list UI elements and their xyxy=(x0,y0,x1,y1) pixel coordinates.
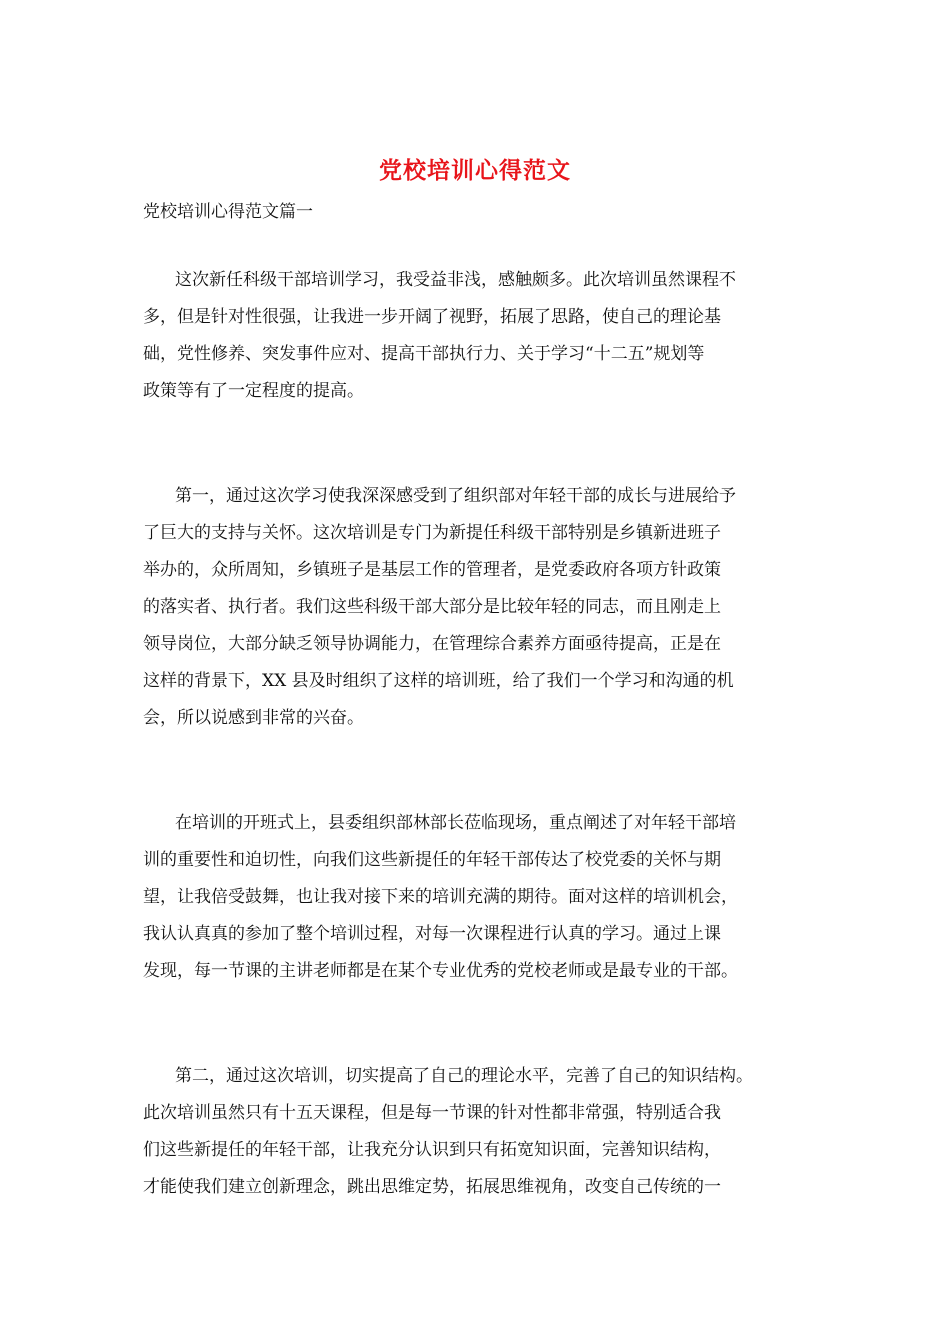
paragraph-line: 政策等有了一定程度的提高。 xyxy=(143,381,364,401)
paragraph-line: 多，但是针对性很强，让我进一步开阔了视野，拓展了思路，使自己的理论基 xyxy=(143,307,721,327)
paragraph-line: 举办的，众所周知，乡镇班子是基层工作的管理者，是党委政府各项方针政策 xyxy=(143,560,721,580)
paragraph-line: 我认认真真的参加了整个培训过程，对每一次课程进行认真的学习。通过上课 xyxy=(143,924,721,944)
paragraph-line: 训的重要性和迫切性，向我们这些新提任的年轻干部传达了校党委的关怀与期 xyxy=(143,850,721,870)
paragraph-line: 才能使我们建立创新理念，跳出思维定势，拓展思维视角，改变自己传统的一 xyxy=(143,1177,721,1197)
paragraph-line: 在培训的开班式上，县委组织部林部长莅临现场，重点阐述了对年轻干部培 xyxy=(175,813,736,833)
paragraph-line: 望，让我倍受鼓舞，也让我对接下来的培训充满的期待。面对这样的培训机会， xyxy=(143,887,738,907)
document-subtitle: 党校培训心得范文篇一 xyxy=(143,202,313,222)
paragraph-line: 领导岗位，大部分缺乏领导协调能力，在管理综合素养方面亟待提高，正是在 xyxy=(143,634,721,654)
paragraph-line: 础，党性修养、突发事件应对、提高干部执行力、关于学习“十二五”规划等 xyxy=(143,344,705,364)
paragraph-line: 们这些新提任的年轻干部，让我充分认识到只有拓宽知识面，完善知识结构， xyxy=(143,1140,721,1160)
paragraph-line: 这次新任科级干部培训学习，我受益非浅，感触颇多。此次培训虽然课程不 xyxy=(175,270,736,290)
paragraph-line: 这样的背景下，XX 县及时组织了这样的培训班，给了我们一个学习和沟通的机 xyxy=(143,671,734,691)
paragraph-line: 发现，每一节课的主讲老师都是在某个专业优秀的党校老师或是最专业的干部。 xyxy=(143,961,738,981)
document-title: 党校培训心得范文 xyxy=(379,157,571,184)
paragraph-line: 第二，通过这次培训，切实提高了自己的理论水平，完善了自己的知识结构。 xyxy=(175,1066,753,1086)
paragraph-line: 会，所以说感到非常的兴奋。 xyxy=(143,708,364,728)
paragraph-line: 此次培训虽然只有十五天课程，但是每一节课的针对性都非常强，特别适合我 xyxy=(143,1103,721,1123)
paragraph-line: 第一，通过这次学习使我深深感受到了组织部对年轻干部的成长与进展给予 xyxy=(175,486,736,506)
paragraph-line: 了巨大的支持与关怀。这次培训是专门为新提任科级干部特别是乡镇新进班子 xyxy=(143,523,721,543)
paragraph-line: 的落实者、执行者。我们这些科级干部大部分是比较年轻的同志，而且刚走上 xyxy=(143,597,721,617)
